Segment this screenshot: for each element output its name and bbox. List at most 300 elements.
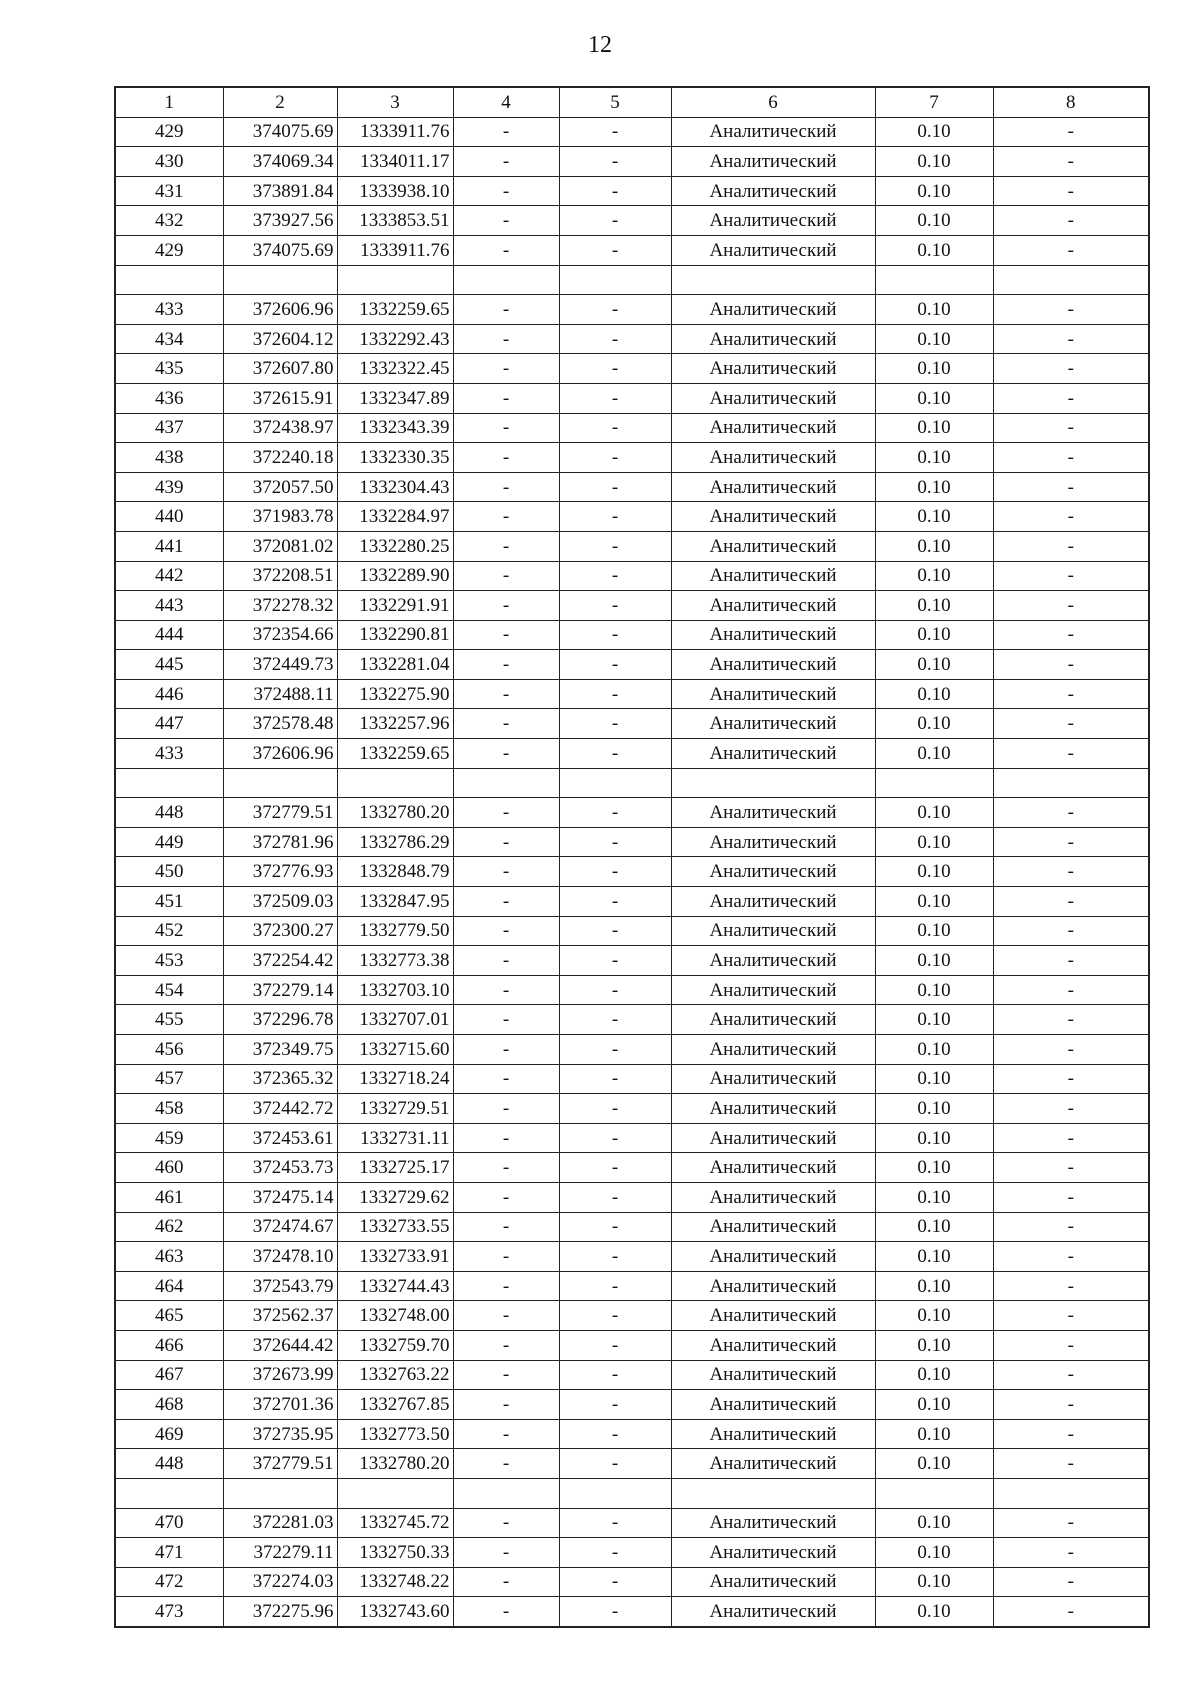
empty-cell <box>875 768 993 798</box>
table-cell: - <box>993 531 1149 561</box>
table-cell: 1332773.38 <box>337 946 453 976</box>
table-cell: - <box>559 147 671 177</box>
table-cell: - <box>559 887 671 917</box>
table-cell: - <box>993 1094 1149 1124</box>
table-cell: - <box>559 827 671 857</box>
table-row <box>115 502 1149 532</box>
table-cell: Аналитический <box>671 1064 875 1094</box>
empty-cell <box>875 265 993 295</box>
table-cell: - <box>559 531 671 561</box>
table-cell: 372509.03 <box>223 887 337 917</box>
table-row <box>115 324 1149 354</box>
table-cell: 437 <box>115 413 223 443</box>
table-cell: 1332848.79 <box>337 857 453 887</box>
table-cell: 440 <box>115 502 223 532</box>
table-cell: 0.10 <box>875 472 993 502</box>
table-cell: - <box>993 206 1149 236</box>
table-cell: 1332725.17 <box>337 1153 453 1183</box>
table-cell: - <box>453 1597 559 1627</box>
table-cell: 372673.99 <box>223 1360 337 1390</box>
table-row <box>115 117 1149 147</box>
table-cell: Аналитический <box>671 1330 875 1360</box>
table-row <box>115 946 1149 976</box>
table-cell: 0.10 <box>875 709 993 739</box>
table-cell: - <box>559 650 671 680</box>
table-cell: - <box>453 1153 559 1183</box>
table-cell: - <box>993 1153 1149 1183</box>
table-cell: 471 <box>115 1538 223 1568</box>
table-cell: 372081.02 <box>223 531 337 561</box>
coordinates-table <box>114 86 1150 1628</box>
table-cell: - <box>993 1567 1149 1597</box>
page-number: 12 <box>588 32 612 58</box>
table-cell: 466 <box>115 1330 223 1360</box>
table-cell: - <box>453 354 559 384</box>
table-cell: - <box>559 235 671 265</box>
table-cell: - <box>559 1567 671 1597</box>
table-cell: 430 <box>115 147 223 177</box>
table-cell: - <box>453 591 559 621</box>
table-cell: 1332259.65 <box>337 739 453 769</box>
table-cell: - <box>453 324 559 354</box>
table-cell: - <box>993 739 1149 769</box>
table-cell: 0.10 <box>875 413 993 443</box>
table-cell: Аналитический <box>671 531 875 561</box>
table-row <box>115 472 1149 502</box>
table-cell: 464 <box>115 1271 223 1301</box>
table-cell: - <box>453 916 559 946</box>
table-cell: 1332780.20 <box>337 798 453 828</box>
table-cell: - <box>453 827 559 857</box>
table-cell: 0.10 <box>875 206 993 236</box>
table-cell: 372701.36 <box>223 1390 337 1420</box>
table-cell: - <box>993 1182 1149 1212</box>
table-cell: 0.10 <box>875 147 993 177</box>
empty-cell <box>559 768 671 798</box>
table-cell: 448 <box>115 798 223 828</box>
table-cell: - <box>993 176 1149 206</box>
empty-cell <box>337 1478 453 1508</box>
table-cell: 372615.91 <box>223 383 337 413</box>
table-cell: - <box>453 1271 559 1301</box>
table-cell: - <box>993 1360 1149 1390</box>
table-cell: 0.10 <box>875 1508 993 1538</box>
table-cell: - <box>453 1242 559 1272</box>
table-cell: Аналитический <box>671 1360 875 1390</box>
table-row <box>115 739 1149 769</box>
table-cell: - <box>453 1330 559 1360</box>
table-cell: 443 <box>115 591 223 621</box>
table-cell: 0.10 <box>875 1005 993 1035</box>
separator-row <box>115 1478 1149 1508</box>
table-cell: 372365.32 <box>223 1064 337 1094</box>
table-cell: - <box>453 1360 559 1390</box>
table-cell: 0.10 <box>875 1064 993 1094</box>
table-cell: 1332748.00 <box>337 1301 453 1331</box>
table-cell: 453 <box>115 946 223 976</box>
table-cell: - <box>993 1419 1149 1449</box>
table-cell: - <box>559 591 671 621</box>
table-cell: 1332275.90 <box>337 679 453 709</box>
table-cell: - <box>559 1123 671 1153</box>
table-cell: 1332718.24 <box>337 1064 453 1094</box>
table-cell: - <box>559 176 671 206</box>
table-cell: - <box>559 1242 671 1272</box>
table-cell: 0.10 <box>875 502 993 532</box>
table-cell: 446 <box>115 679 223 709</box>
table-cell: 372453.73 <box>223 1153 337 1183</box>
table-cell: Аналитический <box>671 946 875 976</box>
table-cell: Аналитический <box>671 1242 875 1272</box>
table-cell: Аналитический <box>671 1212 875 1242</box>
table-cell: 467 <box>115 1360 223 1390</box>
table-cell: 0.10 <box>875 176 993 206</box>
table-row <box>115 235 1149 265</box>
table-cell: 450 <box>115 857 223 887</box>
table-cell: - <box>559 798 671 828</box>
table-cell: - <box>993 1301 1149 1331</box>
table-cell: - <box>453 946 559 976</box>
table-cell: - <box>453 1508 559 1538</box>
table-cell: - <box>559 679 671 709</box>
table-cell: 372607.80 <box>223 354 337 384</box>
table-row <box>115 383 1149 413</box>
table-cell: 470 <box>115 1508 223 1538</box>
table-cell: - <box>559 857 671 887</box>
table-cell: - <box>559 1094 671 1124</box>
table-cell: 429 <box>115 117 223 147</box>
table-row <box>115 975 1149 1005</box>
table-row <box>115 1301 1149 1331</box>
table-cell: 372275.96 <box>223 1597 337 1627</box>
empty-cell <box>337 265 453 295</box>
table-cell: - <box>559 1419 671 1449</box>
table-cell: Аналитический <box>671 1182 875 1212</box>
table-cell: 1332330.35 <box>337 443 453 473</box>
table-cell: - <box>559 561 671 591</box>
table-cell: 431 <box>115 176 223 206</box>
table-cell: Аналитический <box>671 857 875 887</box>
table-cell: - <box>453 620 559 650</box>
table-cell: Аналитический <box>671 443 875 473</box>
empty-cell <box>337 768 453 798</box>
table-row <box>115 1419 1149 1449</box>
table-cell: 1332786.29 <box>337 827 453 857</box>
table-cell: Аналитический <box>671 561 875 591</box>
table-cell: 1332322.45 <box>337 354 453 384</box>
table-cell: 469 <box>115 1419 223 1449</box>
table-cell: - <box>453 709 559 739</box>
table-cell: - <box>993 1271 1149 1301</box>
table-cell: - <box>559 709 671 739</box>
table-cell: - <box>993 1242 1149 1272</box>
table-row <box>115 1242 1149 1272</box>
table-cell: 0.10 <box>875 1242 993 1272</box>
table-cell: 445 <box>115 650 223 680</box>
table-cell: 372279.11 <box>223 1538 337 1568</box>
separator-row <box>115 265 1149 295</box>
table-row <box>115 620 1149 650</box>
table-cell: Аналитический <box>671 739 875 769</box>
table-cell: 459 <box>115 1123 223 1153</box>
table-cell: - <box>559 1212 671 1242</box>
table-cell: - <box>453 798 559 828</box>
table-cell: 0.10 <box>875 1330 993 1360</box>
table-cell: Аналитический <box>671 1153 875 1183</box>
header-row <box>115 87 1149 117</box>
table-cell: Аналитический <box>671 1390 875 1420</box>
table-row <box>115 1064 1149 1094</box>
table-cell: 1332748.22 <box>337 1567 453 1597</box>
table-cell: 447 <box>115 709 223 739</box>
table-cell: 0.10 <box>875 1538 993 1568</box>
table-cell: 0.10 <box>875 1094 993 1124</box>
table-cell: 372296.78 <box>223 1005 337 1035</box>
table-cell: Аналитический <box>671 324 875 354</box>
table-cell: - <box>559 117 671 147</box>
table-row <box>115 147 1149 177</box>
table-cell: 455 <box>115 1005 223 1035</box>
table-cell: Аналитический <box>671 1567 875 1597</box>
table-cell: 0.10 <box>875 531 993 561</box>
header-cell: 1 <box>115 87 223 117</box>
table-cell: 1332703.10 <box>337 975 453 1005</box>
table-cell: 442 <box>115 561 223 591</box>
empty-cell <box>671 1478 875 1508</box>
table-cell: - <box>993 1064 1149 1094</box>
table-cell: Аналитический <box>671 206 875 236</box>
table-row <box>115 1182 1149 1212</box>
table-cell: Аналитический <box>671 887 875 917</box>
table-cell: Аналитический <box>671 117 875 147</box>
table-cell: Аналитический <box>671 472 875 502</box>
table-cell: 0.10 <box>875 1390 993 1420</box>
table-cell: 0.10 <box>875 679 993 709</box>
table-cell: Аналитический <box>671 295 875 325</box>
table-cell: 1332744.43 <box>337 1271 453 1301</box>
table-cell: - <box>993 709 1149 739</box>
table-cell: - <box>993 443 1149 473</box>
table-cell: 460 <box>115 1153 223 1183</box>
table-cell: 0.10 <box>875 650 993 680</box>
table-row <box>115 1212 1149 1242</box>
table-cell: - <box>993 1597 1149 1627</box>
table-cell: - <box>993 591 1149 621</box>
table-cell: 472 <box>115 1567 223 1597</box>
empty-cell <box>993 768 1149 798</box>
table-cell: 435 <box>115 354 223 384</box>
table-cell: 374075.69 <box>223 235 337 265</box>
table-cell: Аналитический <box>671 1508 875 1538</box>
empty-cell <box>453 265 559 295</box>
table-cell: 1332291.91 <box>337 591 453 621</box>
table-cell: 454 <box>115 975 223 1005</box>
table-cell: 372578.48 <box>223 709 337 739</box>
table-row <box>115 798 1149 828</box>
table-body <box>115 87 1149 1627</box>
table-cell: - <box>559 620 671 650</box>
table-cell: - <box>559 472 671 502</box>
table-cell: 372300.27 <box>223 916 337 946</box>
table-cell: 0.10 <box>875 1597 993 1627</box>
table-cell: 372279.14 <box>223 975 337 1005</box>
header-cell: 4 <box>453 87 559 117</box>
table-cell: Аналитический <box>671 975 875 1005</box>
table-row <box>115 1035 1149 1065</box>
table-cell: - <box>559 1449 671 1479</box>
table-cell: - <box>453 147 559 177</box>
table-cell: 1332733.91 <box>337 1242 453 1272</box>
table-cell: Аналитический <box>671 798 875 828</box>
table-cell: 372354.66 <box>223 620 337 650</box>
table-cell: 451 <box>115 887 223 917</box>
table-cell: 0.10 <box>875 1182 993 1212</box>
table-cell: - <box>453 443 559 473</box>
table-cell: - <box>453 975 559 1005</box>
table-cell: 0.10 <box>875 1567 993 1597</box>
table-cell: 0.10 <box>875 561 993 591</box>
table-row <box>115 295 1149 325</box>
table-row <box>115 1567 1149 1597</box>
table-cell: 1332289.90 <box>337 561 453 591</box>
table-row <box>115 1390 1149 1420</box>
empty-cell <box>223 1478 337 1508</box>
table-cell: Аналитический <box>671 354 875 384</box>
table-cell: 0.10 <box>875 1035 993 1065</box>
table-cell: 456 <box>115 1035 223 1065</box>
table-row <box>115 531 1149 561</box>
table-cell: 0.10 <box>875 798 993 828</box>
table-cell: 372453.61 <box>223 1123 337 1153</box>
table-cell: 0.10 <box>875 383 993 413</box>
table-cell: 0.10 <box>875 443 993 473</box>
table-cell: - <box>453 1123 559 1153</box>
table-cell: - <box>453 1390 559 1420</box>
table-cell: 372488.11 <box>223 679 337 709</box>
table-cell: 429 <box>115 235 223 265</box>
header-cell: 8 <box>993 87 1149 117</box>
table-cell: 0.10 <box>875 975 993 1005</box>
table-cell: - <box>453 413 559 443</box>
table-cell: - <box>559 1064 671 1094</box>
table-cell: 0.10 <box>875 946 993 976</box>
table-cell: 0.10 <box>875 857 993 887</box>
table-cell: Аналитический <box>671 147 875 177</box>
table-row <box>115 887 1149 917</box>
table-cell: 372543.79 <box>223 1271 337 1301</box>
table-cell: 439 <box>115 472 223 502</box>
table-cell: - <box>453 472 559 502</box>
table-cell: 473 <box>115 1597 223 1627</box>
table-cell: - <box>559 1330 671 1360</box>
table-cell: Аналитический <box>671 1419 875 1449</box>
table-row <box>115 916 1149 946</box>
table-cell: Аналитический <box>671 1449 875 1479</box>
table-row <box>115 1094 1149 1124</box>
table-cell: Аналитический <box>671 383 875 413</box>
table-cell: 1332259.65 <box>337 295 453 325</box>
table-cell: 457 <box>115 1064 223 1094</box>
table-cell: - <box>453 1094 559 1124</box>
table-cell: 1332731.11 <box>337 1123 453 1153</box>
table-cell: 372644.42 <box>223 1330 337 1360</box>
table-cell: - <box>993 354 1149 384</box>
table-cell: - <box>559 295 671 325</box>
table-cell: 372781.96 <box>223 827 337 857</box>
table-cell: 0.10 <box>875 1153 993 1183</box>
empty-cell <box>115 1478 223 1508</box>
table-cell: 0.10 <box>875 1301 993 1331</box>
table-cell: - <box>993 235 1149 265</box>
table-cell: 0.10 <box>875 827 993 857</box>
table-cell: - <box>993 413 1149 443</box>
table-cell: - <box>993 502 1149 532</box>
table-cell: 0.10 <box>875 1212 993 1242</box>
table-cell: - <box>993 117 1149 147</box>
header-cell: 3 <box>337 87 453 117</box>
table-cell: Аналитический <box>671 1271 875 1301</box>
table-cell: - <box>453 1567 559 1597</box>
table-cell: - <box>453 1538 559 1568</box>
table-cell: 434 <box>115 324 223 354</box>
table-cell: 1333911.76 <box>337 117 453 147</box>
table-cell: 372208.51 <box>223 561 337 591</box>
table-cell: 372606.96 <box>223 739 337 769</box>
table-cell: - <box>993 1538 1149 1568</box>
table-cell: 461 <box>115 1182 223 1212</box>
header-cell: 6 <box>671 87 875 117</box>
table-cell: - <box>993 324 1149 354</box>
table-cell: - <box>453 1449 559 1479</box>
table-cell: - <box>559 1390 671 1420</box>
table-cell: - <box>453 502 559 532</box>
table-cell: - <box>993 827 1149 857</box>
table-cell: 372449.73 <box>223 650 337 680</box>
table-cell: - <box>993 1123 1149 1153</box>
table-cell: - <box>453 117 559 147</box>
table-cell: 444 <box>115 620 223 650</box>
table-cell: - <box>453 1064 559 1094</box>
table-cell: 1332745.72 <box>337 1508 453 1538</box>
table-row <box>115 1123 1149 1153</box>
table-cell: - <box>453 1212 559 1242</box>
table-cell: 1332304.43 <box>337 472 453 502</box>
table-cell: - <box>453 1005 559 1035</box>
table-cell: - <box>993 620 1149 650</box>
empty-cell <box>993 1478 1149 1508</box>
table-cell: - <box>993 650 1149 680</box>
table-cell: - <box>993 679 1149 709</box>
empty-cell <box>671 768 875 798</box>
table-cell: 372349.75 <box>223 1035 337 1065</box>
table-cell: 373891.84 <box>223 176 337 206</box>
empty-cell <box>559 265 671 295</box>
table-cell: 1333911.76 <box>337 235 453 265</box>
table-cell: 0.10 <box>875 916 993 946</box>
table-cell: 372478.10 <box>223 1242 337 1272</box>
table-cell: 372278.32 <box>223 591 337 621</box>
table-cell: Аналитический <box>671 1301 875 1331</box>
table-cell: - <box>559 324 671 354</box>
table-cell: 433 <box>115 739 223 769</box>
empty-cell <box>453 1478 559 1508</box>
table-cell: 0.10 <box>875 354 993 384</box>
table-cell: 433 <box>115 295 223 325</box>
table-cell: - <box>453 561 559 591</box>
table-cell: 372779.51 <box>223 798 337 828</box>
table-cell: Аналитический <box>671 235 875 265</box>
table-cell: 0.10 <box>875 1360 993 1390</box>
